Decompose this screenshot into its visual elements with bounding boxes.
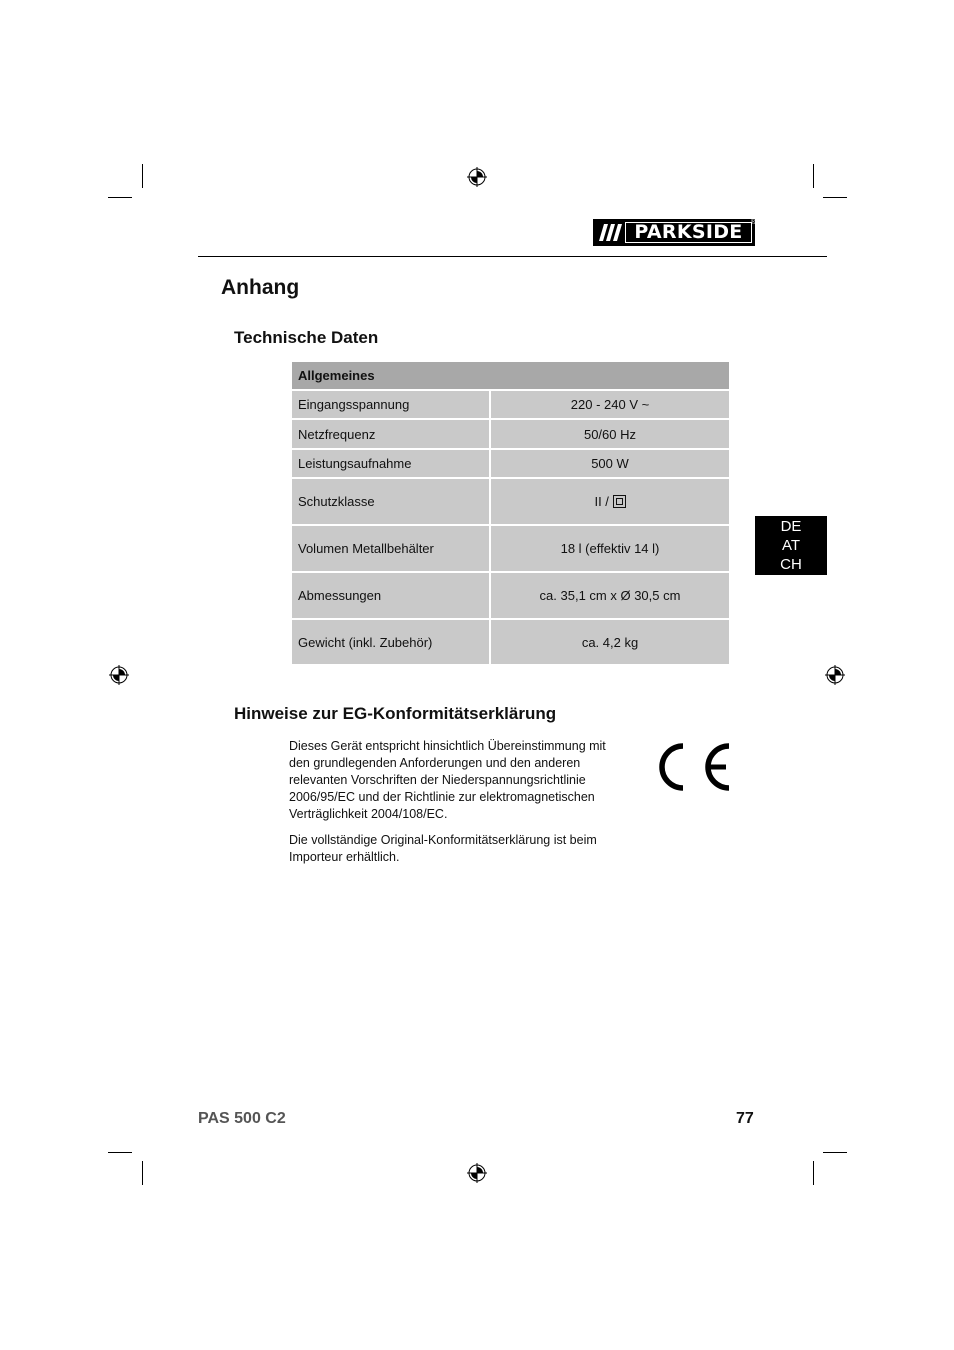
crop-mark <box>142 164 143 188</box>
conformity-paragraph: Die vollständige Original-Konformitätserklärung ist beim Importeur erhältlich. <box>289 833 597 864</box>
table-header-cell: Allgemeines <box>291 361 730 390</box>
page-title: Anhang <box>221 276 300 299</box>
crop-mark <box>823 197 847 198</box>
logo-slashes-icon <box>593 219 629 246</box>
header-rule <box>198 256 827 257</box>
logo-text-box <box>625 222 752 243</box>
spec-value: II / <box>594 494 613 509</box>
spec-label: Gewicht (inkl. Zubehör) <box>291 619 490 665</box>
spec-label: Eingangsspannung <box>291 390 490 419</box>
table-row <box>291 619 730 665</box>
logo-text: PARKSIDE <box>634 221 743 243</box>
spec-table <box>290 360 731 666</box>
page-number: 77 <box>736 1110 754 1127</box>
language-code: AT <box>781 537 801 554</box>
language-code: DE <box>780 518 802 535</box>
crop-mark <box>142 1161 143 1185</box>
language-tab <box>755 516 827 575</box>
crop-mark <box>108 1152 132 1153</box>
crop-mark <box>823 1152 847 1153</box>
registration-mark-icon <box>466 1162 488 1184</box>
table-row <box>291 419 730 449</box>
spec-value-cell <box>490 478 730 525</box>
spec-label: Abmessungen <box>291 572 490 619</box>
spec-value: ca. 4,2 kg <box>490 619 730 665</box>
spec-label: Leistungsaufnahme <box>291 449 490 478</box>
table-row <box>291 525 730 572</box>
spec-value: ca. 35,1 cm x Ø 30,5 cm <box>490 572 730 619</box>
spec-value: 18 l (effektiv 14 l) <box>490 525 730 572</box>
table-row <box>291 478 730 525</box>
language-code: CH <box>780 556 802 573</box>
conformity-paragraph: Dieses Gerät entspricht hinsichtlich Übereinstimmung mit den grundlegenden Anforderungen und den anderen relevanten Vorschriften der Niederspannungsrichtlinie 2006/95/EC und der Richtlinie zur elektromagnetischen Verträglichkeit 2004/108/EC. <box>289 739 606 821</box>
registration-mark-icon <box>824 664 846 686</box>
crop-mark <box>108 197 132 198</box>
conformity-heading: Hinweise zur EG-Konformitätserklärung <box>234 704 557 723</box>
registered-mark-icon: ® <box>750 219 756 226</box>
table-row <box>291 390 730 419</box>
spec-value: 220 - 240 V ~ <box>490 390 730 419</box>
table-row <box>291 449 730 478</box>
ce-mark-icon <box>656 740 732 794</box>
specs-heading: Technische Daten <box>234 328 379 347</box>
registration-mark-icon <box>466 166 488 188</box>
registration-mark-icon <box>108 664 130 686</box>
crop-mark <box>813 164 814 188</box>
parkside-logo <box>593 219 755 246</box>
table-header-row <box>291 361 730 390</box>
spec-label: Volumen Metallbehälter <box>291 525 490 572</box>
spec-label: Schutzklasse <box>291 478 490 525</box>
protection-class-ii-icon <box>613 495 626 508</box>
footer-model: PAS 500 C2 <box>198 1110 286 1127</box>
crop-mark <box>813 1161 814 1185</box>
table-row <box>291 572 730 619</box>
spec-value: 50/60 Hz <box>490 419 730 449</box>
spec-label: Netzfrequenz <box>291 419 490 449</box>
spec-value: 500 W <box>490 449 730 478</box>
